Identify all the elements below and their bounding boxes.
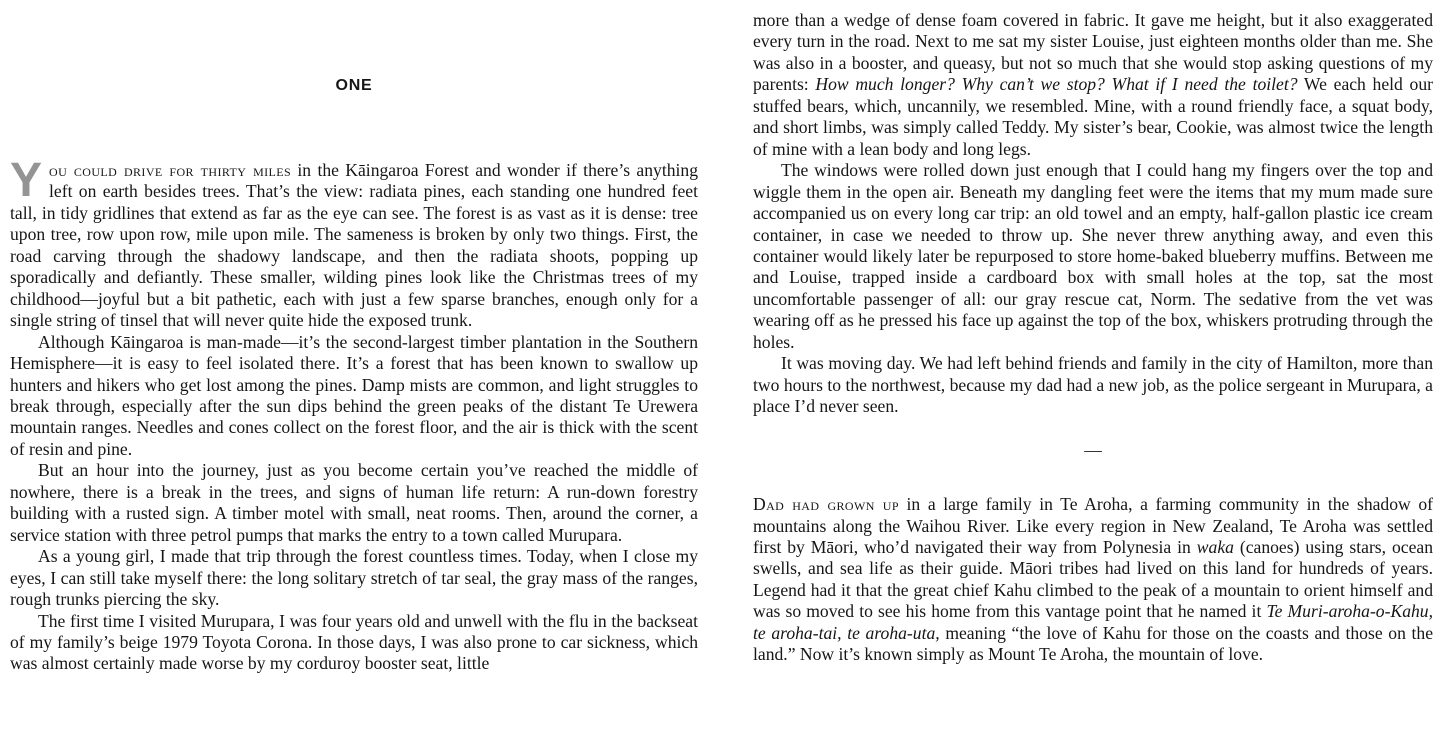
paragraph xyxy=(10,332,698,461)
paragraph xyxy=(10,460,698,546)
section-divider: — xyxy=(1084,439,1102,460)
text-segment: ou could drive for thirty miles xyxy=(49,160,292,180)
paragraph xyxy=(753,353,1433,417)
left-page xyxy=(10,0,698,675)
text-segment: Although Kāingaroa is man-made—it’s the second-largest timber plantation in the Southern Hemisphere—it is easy to feel isolated there. It’s a forest that has been known to swallow up hunters and hikers who get lost among the pines. Damp mists are common, and light struggles to break through, especially after the sun dips behind the green peaks of the distant Te Urewera mountain ranges. Needles and cones collect on the forest floor, and the air is thick with the scent of resin and pine. xyxy=(10,331,698,459)
paragraph xyxy=(753,10,1433,160)
text-segment: The windows were rolled down just enough that I could hang my fingers over the top and wiggle them in the open air. Beneath my dangling feet were the items that my mum made sure accompanied us on every long car trip: an old towel and an empty, half-gallon plastic ice cream container, in case we needed to throw up. She never threw anything away, and even this container would likely later be repurposed to store home-baked blueberry muffins. Between me and Louise, trapped inside a cardboard box with small holes at the top, sat the most uncomfortable passenger of all: our gray rescue cat, Norm. The sedative from the vet was wearing off as he pressed his face up against the top of the box, whiskers protruding through the holes. xyxy=(753,160,1433,352)
drop-cap: Y xyxy=(10,154,43,207)
left-page-text xyxy=(10,154,698,675)
text-segment: in the Kāingaroa Forest and wonder if there’s anything left on earth besides trees. That’s the view: radiata pines, each standing one hundred feet tall, in tidy gridlines that extend as far as the eye can see. The forest is as vast as it is dense: tree upon tree, row upon row, mile upon mile. The sameness is broken by only two things. First, the road carving through the shadowy landscape, and then the radiata shoots, popping up sporadically and defiantly. These smaller, wilding pines look like the Christmas trees of my childhood—joyful but a bit pathetic, each with just a few sparse branches, enough only for a single string of tinsel that will never quite hide the exposed trunk. xyxy=(10,160,698,331)
text-segment: more than a wedge of dense foam covered in fabric. It gave me height, but it also exaggerated every turn in the road. Next to me sat my sister Louise, just eighteen months older than me. She was also in a booster, and queasy, but not so much that she would stop asking questions of my parents: xyxy=(753,10,1433,95)
text-segment: The first time I visited Murupara, I was four years old and unwell with the flu in the backseat of my family’s beige 1979 Toyota Corona. In those days, I was also prone to car sickness, which was almost certainly made worse by my corduroy booster seat, little xyxy=(10,610,698,674)
text-segment: Te Muri-aroha-o-Kahu, te aroha-tai, te aroha-uta, xyxy=(753,601,1433,643)
paragraph xyxy=(753,494,1433,666)
text-segment: meaning “the love of Kahu for those on the coasts and those on the land.” Now it’s known simply as Mount Te Aroha, the mountain of love. xyxy=(753,622,1434,665)
text-segment: It was moving day. We had left behind friends and family in the city of Hamilton, more than two hours to the northwest, because my dad had a new job, as the police sergeant in Murupara, a place I’d never seen. xyxy=(753,353,1433,417)
text-segment: But an hour into the journey, just as you become certain you’ve reached the middle of nowhere, there is a break in the trees, and signs of human life return: A run-down forestry building with a rusted sign. A timber motel with small, neat rooms. Then, around the corner, a service station with three petrol pumps that marks the entry to a town called Murupara. xyxy=(10,460,698,545)
paragraph xyxy=(10,154,698,332)
right-page xyxy=(753,0,1433,666)
chapter-heading: ONE xyxy=(335,77,373,94)
text-segment: We each held our stuffed bears, which, uncannily, we resembled. Mine, with a round friendly face, a squat body, and short limbs, was simply called Teddy. My sister’s bear, Cookie, was almost twice the length of mine with a lean body and long legs. xyxy=(753,74,1434,159)
text-segment: Dad had grown up xyxy=(753,494,899,515)
text-segment: How much longer? Why can’t we stop? What if I need the toilet? xyxy=(815,74,1298,95)
text-segment: waka xyxy=(1196,536,1234,557)
text-segment: As a young girl, I made that trip through the forest countless times. Today, when I close my eyes, I can still take myself there: the long solitary stretch of tar seal, the gray mass of the ranges, rough trunks piercing the sky. xyxy=(10,546,698,610)
paragraph xyxy=(753,160,1433,353)
right-page-text xyxy=(753,10,1433,666)
text-segment: (canoes) using stars, ocean swells, and sea life as their guide. Māori tribes had lived on this land for hundreds of years. Legend had it that the great chief Kahu climbed to the peak of a mountain to orient himself and was so moved to see his home from this vantage point that he named it xyxy=(753,536,1433,622)
paragraph xyxy=(10,546,698,610)
text-segment: in a large family in Te Aroha, a farming community in the shadow of mountains along the Waihou River. Like every region in New Zealand, Te Aroha was settled first by Māori, who’d navigated their way from Polynesia in xyxy=(753,494,1433,557)
paragraph xyxy=(10,611,698,675)
